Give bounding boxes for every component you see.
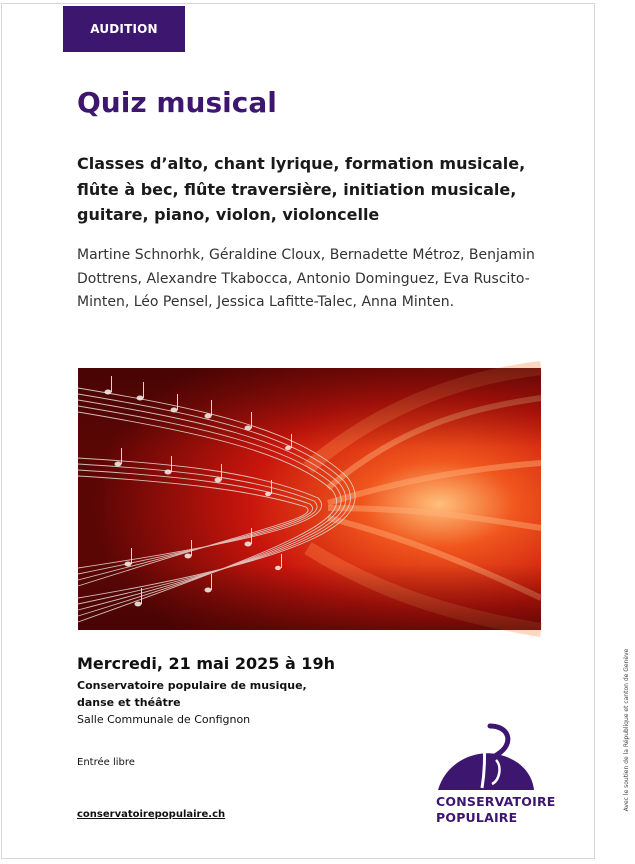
venue-hall: Salle Communale de Confignon <box>77 713 251 726</box>
event-date: Mercredi, 21 mai 2025 à 19h <box>77 654 335 673</box>
treble-clef-logo-icon <box>436 724 536 792</box>
poster-page <box>1 3 630 859</box>
logo-wordmark <box>436 794 566 826</box>
category-tag: AUDITION <box>63 6 185 52</box>
organizer-name: Conservatoire populaire de musique, danse et théâtre <box>77 679 307 709</box>
conservatoire-logo <box>432 724 562 834</box>
classes-subtitle: Classes d’alto, chant lyrique, formation musicale, flûte à bec, flûte traversière, initiation musicale, guitare, piano, violon, violoncelle <box>77 154 526 224</box>
musical-staff-image <box>78 368 541 630</box>
logo-line-2: POPULAIRE <box>436 810 518 825</box>
logo-line-1: CONSERVATOIRE <box>436 794 556 809</box>
musical-staff-swirl-image <box>78 368 541 630</box>
support-notice: Avec le soutien de la République et canton de Genève <box>623 648 630 812</box>
performers-list: Martine Schnorhk, Géraldine Cloux, Bernadette Métroz, Benjamin Dottrens, Alexandre Tkabocca, Antonio Dominguez, Eva Ruscito-Minten, Léo Pensel, Jessica Lafitte-Talec, Anna Minten. <box>77 247 535 310</box>
website-link[interactable]: conservatoirepopulaire.ch <box>77 809 226 820</box>
page-title: Quiz musical <box>77 86 277 119</box>
entry-info: Entrée libre <box>77 757 135 768</box>
